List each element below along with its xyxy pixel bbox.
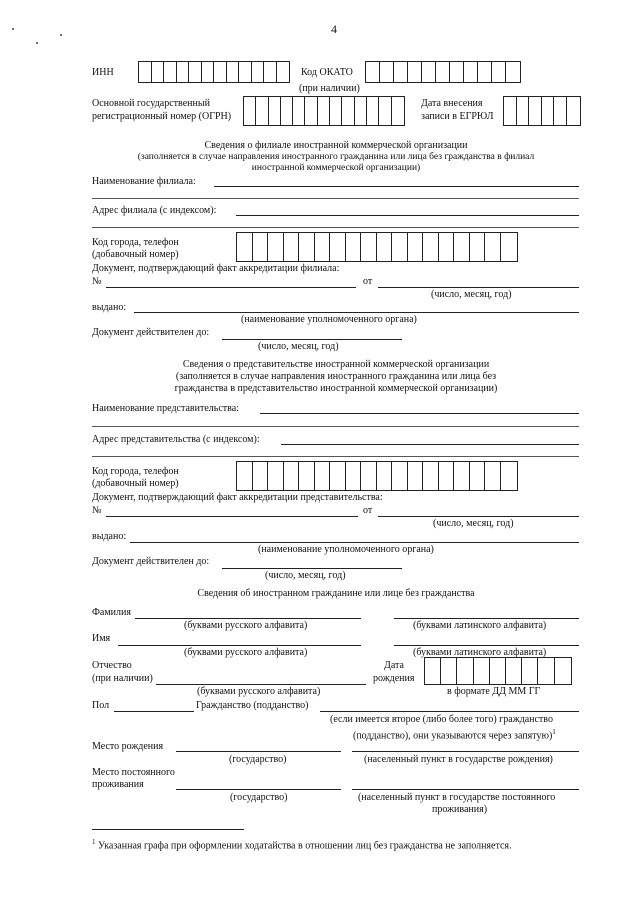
branch-doc-number-field[interactable]	[106, 287, 356, 288]
citizenship-hint-2: (подданство), они указываются через запятую)$^1$	[353, 728, 556, 742]
sex-label: Пол	[92, 700, 110, 711]
branch-issued-label: выдано:	[92, 302, 127, 313]
ogrn-boxes[interactable]	[243, 96, 405, 126]
ogrn-label-2: регистрационный номер (ОГРН)	[92, 111, 232, 122]
birthplace-state-hint: (государство)	[229, 754, 287, 765]
office-address-field[interactable]	[281, 444, 579, 445]
branch-phone-label-2: (добавочный номер)	[92, 249, 179, 260]
office-valid-field[interactable]	[222, 568, 402, 569]
surname-label: Фамилия	[92, 607, 131, 618]
okato-boxes[interactable]	[365, 61, 521, 83]
ogrn-label: Основной государственный	[92, 98, 210, 109]
okato-label: Код ОКАТО	[301, 67, 353, 78]
residence-label: Место постоянного	[92, 767, 175, 778]
office-authority-hint: (наименование уполномоченного органа)	[258, 544, 434, 555]
office-doc-number-field[interactable]	[106, 516, 358, 517]
footnote-mark: 1	[92, 838, 96, 846]
first-name-lat-field[interactable]	[394, 645, 579, 646]
inn-boxes[interactable]	[138, 61, 290, 83]
scan-speck	[12, 28, 14, 30]
office-issued-field[interactable]	[130, 542, 579, 543]
scan-speck	[36, 42, 38, 44]
office-issued-label: выдано:	[92, 531, 127, 542]
birthplace-locality-field[interactable]	[352, 751, 579, 752]
birthdate-boxes[interactable]	[424, 657, 572, 685]
office-phone-boxes[interactable]	[236, 461, 518, 491]
office-valid-hint: (число, месяц, год)	[265, 570, 346, 581]
residence-label-2: проживания	[92, 779, 144, 790]
patronymic-label-2: (при наличии)	[92, 673, 153, 684]
residence-state-field[interactable]	[176, 789, 341, 790]
footnote-text: Указанная графа при оформлении ходатайства в отношении лиц без гражданства не заполняется.	[98, 840, 512, 852]
office-phone-label-2: (добавочный номер)	[92, 478, 179, 489]
scan-speck	[60, 34, 62, 36]
office-name-label: Наименование представительства:	[92, 403, 239, 414]
birthplace-label: Место рождения	[92, 741, 164, 752]
branch-issued-field[interactable]	[134, 312, 579, 313]
branch-valid-label: Документ действителен до:	[92, 327, 210, 338]
branch-name-field-2[interactable]	[92, 198, 579, 199]
office-date-hint: (число, месяц, год)	[433, 518, 514, 529]
branch-doc-label: Документ, подтверждающий факт аккредитации филиала:	[92, 263, 340, 274]
surname-lat-hint: (буквами латинского алфавита)	[413, 620, 547, 631]
residence-locality-field[interactable]	[352, 789, 579, 790]
branch-doc-no-label: №	[92, 276, 102, 287]
first-name-ru-field[interactable]	[118, 645, 361, 646]
branch-name-field[interactable]	[214, 186, 579, 187]
office-doc-date-field[interactable]	[378, 516, 579, 517]
office-subtitle: (заполняется в случае направления иностранного гражданина или лица без	[175, 371, 497, 382]
branch-valid-field[interactable]	[222, 339, 402, 340]
egrul-date-boxes[interactable]	[503, 96, 581, 126]
branch-doc-from-label: от	[363, 276, 373, 287]
branch-valid-hint: (число, месяц, год)	[258, 341, 339, 352]
branch-name-label: Наименование филиала:	[92, 176, 196, 187]
okato-note: (при наличии)	[299, 83, 360, 94]
branch-phone-boxes[interactable]	[236, 232, 518, 262]
office-name-field-2[interactable]	[92, 426, 579, 427]
branch-subtitle-2: иностранной коммерческой организации)	[251, 163, 421, 173]
branch-address-field[interactable]	[236, 215, 579, 216]
office-phone-label: Код города, телефон	[92, 466, 179, 477]
branch-title: Сведения о филиале иностранной коммерческой организации	[204, 140, 468, 151]
office-doc-from-label: от	[363, 505, 373, 516]
office-doc-label: Документ, подтверждающий факт аккредитации представительства:	[92, 492, 383, 503]
residence-locality-hint: (населенный пункт в государстве постоянного	[358, 792, 556, 803]
surname-ru-hint: (буквами русского алфавита)	[184, 620, 308, 631]
citizenship-label: Гражданство (подданство)	[196, 700, 309, 711]
office-subtitle-2: гражданства в представительство иностранной коммерческой организации)	[174, 383, 498, 394]
page-number: 4	[331, 22, 337, 36]
office-name-field[interactable]	[260, 413, 579, 414]
birthplace-locality-hint: (населенный пункт в государстве рождения)	[364, 754, 553, 765]
patronymic-label: Отчество	[92, 660, 132, 671]
birthdate-label: Дата	[384, 660, 404, 671]
branch-authority-hint: (наименование уполномоченного органа)	[241, 314, 417, 325]
office-doc-no-label: №	[92, 505, 102, 516]
footnote-separator	[92, 829, 244, 830]
surname-lat-field[interactable]	[394, 618, 579, 619]
office-title: Сведения о представительстве иностранной коммерческой организации	[182, 359, 490, 370]
branch-address-field-2[interactable]	[92, 227, 579, 228]
inn-label: ИНН	[92, 67, 114, 78]
residence-state-hint: (государство)	[230, 792, 288, 803]
office-address-field-2[interactable]	[92, 456, 579, 457]
person-title: Сведения об иностранном гражданине или лице без гражданства	[197, 588, 475, 599]
branch-address-label: Адрес филиала (с индексом):	[92, 205, 217, 216]
surname-ru-field[interactable]	[135, 618, 361, 619]
branch-date-hint: (число, месяц, год)	[431, 289, 512, 300]
residence-locality-hint-2: проживания)	[432, 804, 488, 815]
footnote-ref: 1	[552, 728, 556, 736]
patronymic-field[interactable]	[156, 684, 366, 685]
birthplace-state-field[interactable]	[176, 751, 341, 752]
office-valid-label: Документ действителен до:	[92, 556, 210, 567]
egrul-label-2: записи в ЕГРЮЛ	[421, 111, 494, 122]
branch-doc-date-field[interactable]	[378, 287, 579, 288]
date-format-hint: в формате ДД ММ ГГ	[447, 686, 541, 697]
citizenship-hint: (если имеется второе (либо более того) гражданство	[330, 714, 553, 725]
branch-subtitle: (заполняется в случае направления иностранного гражданина или лица без гражданства в филиал	[137, 152, 535, 162]
egrul-label: Дата внесения	[421, 98, 483, 109]
office-address-label: Адрес представительства (с индексом):	[92, 434, 260, 445]
citizenship-field[interactable]	[320, 711, 579, 712]
first-name-label: Имя	[92, 633, 111, 644]
birthdate-label-2: рождения	[373, 673, 415, 684]
first-name-ru-hint: (буквами русского алфавита)	[184, 647, 308, 658]
footnote	[92, 836, 512, 852]
branch-phone-label: Код города, телефон	[92, 237, 179, 248]
first-name-lat-hint: (буквами латинского алфавита)	[413, 647, 547, 658]
sex-field[interactable]	[114, 711, 194, 712]
patronymic-hint: (буквами русского алфавита)	[197, 686, 321, 697]
